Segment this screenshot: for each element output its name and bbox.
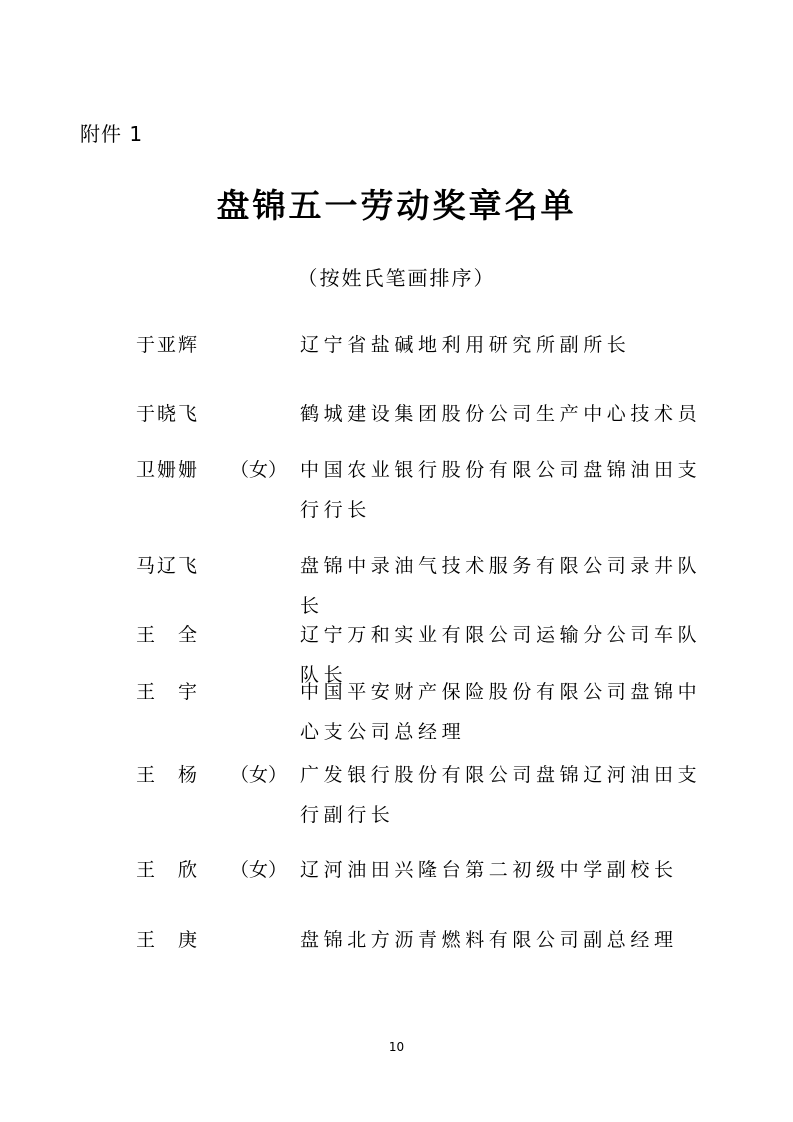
recipient-gender: （女） <box>230 859 288 881</box>
recipient-gender: （女） <box>230 459 288 481</box>
recipient-gender: （女） <box>230 764 288 786</box>
recipient-name: 于晓飞 <box>136 403 200 425</box>
sort-note: （按姓氏笔画排序） <box>297 266 496 290</box>
recipient-position: 盘锦中录油气技术服务有限公司录井队长 <box>300 555 702 617</box>
attachment-label: 附件 1 <box>80 122 144 146</box>
document-title: 盘锦五一劳动奖章名单 <box>216 186 577 225</box>
recipient-name: 王 全 <box>136 624 200 646</box>
recipient-position: 盘锦北方沥青燃料有限公司副总经理 <box>300 929 678 951</box>
recipient-name: 王 杨 <box>136 764 200 786</box>
recipient-name: 马辽飞 <box>136 555 200 577</box>
recipient-position: 中国农业银行股份有限公司盘锦油田支行行长 <box>300 459 702 521</box>
recipient-name: 王 欣 <box>136 859 200 881</box>
recipient-name: 于亚辉 <box>136 334 200 356</box>
recipient-name: 卫姗姗 <box>136 459 200 481</box>
recipient-position: 鹤城建设集团股份公司生产中心技术员 <box>300 403 702 425</box>
recipient-position: 中国平安财产保险股份有限公司盘锦中心支公司总经理 <box>300 681 702 743</box>
recipient-name: 王 宇 <box>136 681 200 703</box>
recipient-position: 辽宁省盐碱地利用研究所副所长 <box>300 334 631 356</box>
recipient-position: 辽宁万和实业有限公司运输分公司车队队长 <box>300 624 702 686</box>
recipient-position: 广发银行股份有限公司盘锦辽河油田支行副行长 <box>300 764 702 826</box>
recipient-position: 辽河油田兴隆台第二初级中学副校长 <box>300 859 678 881</box>
recipient-name: 王 庚 <box>136 929 200 951</box>
page-number: 10 <box>388 1040 405 1054</box>
